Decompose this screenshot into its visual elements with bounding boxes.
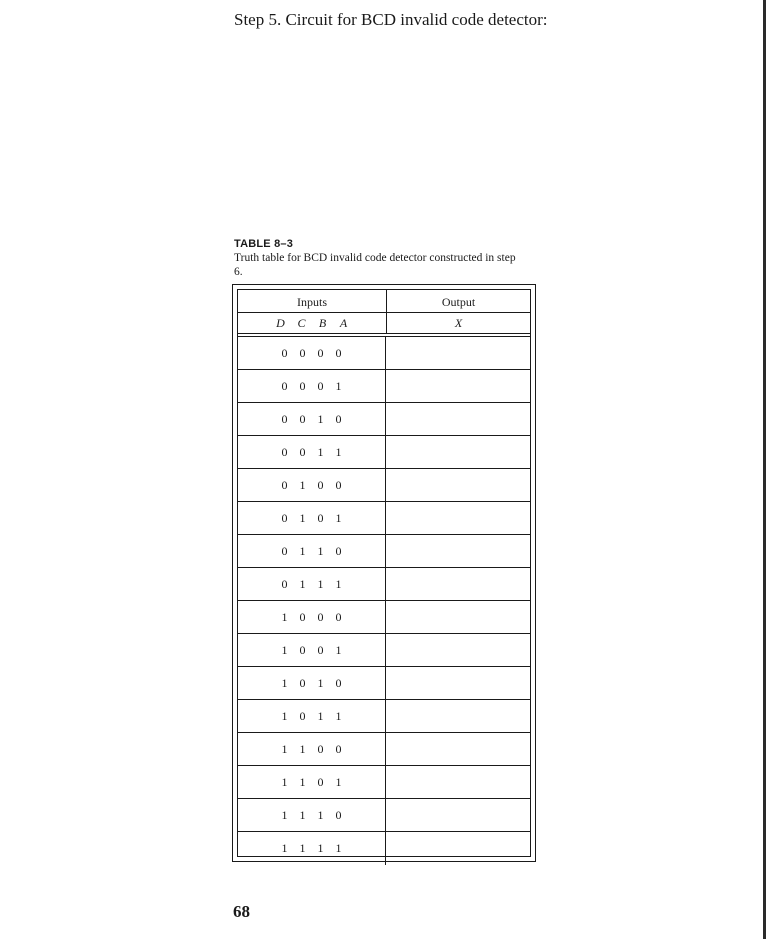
input-bit: 1 [335, 841, 342, 855]
input-bit: 1 [317, 544, 324, 558]
table-row [238, 766, 530, 799]
input-bit: 1 [335, 709, 342, 723]
table-label: TABLE 8–3 [234, 238, 294, 250]
input-bit: 0 [299, 379, 306, 393]
input-bit: 0 [335, 478, 342, 492]
input-bit: 0 [335, 676, 342, 690]
input-bit: 0 [299, 676, 306, 690]
output-cell[interactable] [387, 436, 530, 469]
input-bit: 0 [299, 610, 306, 624]
output-cell[interactable] [387, 832, 530, 865]
input-bits-cell [238, 634, 386, 667]
var-a: A [339, 316, 348, 330]
input-bits-cell [238, 700, 386, 733]
input-bit: 1 [281, 676, 288, 690]
input-bits-cell [238, 832, 386, 865]
input-bit: 0 [317, 742, 324, 756]
table-row [238, 700, 530, 733]
input-bit: 1 [317, 841, 324, 855]
input-bit: 1 [317, 412, 324, 426]
input-bit: 1 [299, 544, 306, 558]
output-cell[interactable] [387, 799, 530, 832]
output-cell[interactable] [387, 337, 530, 370]
input-bits-cell [238, 799, 386, 832]
input-bit: 1 [281, 841, 288, 855]
input-bit: 1 [299, 577, 306, 591]
input-bit: 0 [335, 610, 342, 624]
input-bit: 1 [299, 742, 306, 756]
output-cell[interactable] [387, 667, 530, 700]
input-bit: 1 [281, 610, 288, 624]
input-bit: 0 [335, 808, 342, 822]
input-bit: 0 [335, 412, 342, 426]
input-bit: 0 [335, 742, 342, 756]
table-row [238, 469, 530, 502]
input-bit: 1 [335, 643, 342, 657]
input-bit: 1 [299, 808, 306, 822]
table-row [238, 568, 530, 601]
table-row [238, 832, 530, 865]
input-bit: 1 [335, 775, 342, 789]
input-bit: 0 [335, 346, 342, 360]
input-bit: 1 [335, 445, 342, 459]
input-bit: 1 [317, 445, 324, 459]
input-bit: 0 [281, 511, 288, 525]
output-cell[interactable] [387, 634, 530, 667]
input-bits-cell [238, 436, 386, 469]
input-bit: 0 [299, 445, 306, 459]
output-cell[interactable] [387, 469, 530, 502]
output-variable-header: X [454, 316, 463, 330]
input-bits-cell [238, 568, 386, 601]
input-bit: 1 [299, 775, 306, 789]
input-bits-cell [238, 502, 386, 535]
input-bit: 1 [335, 577, 342, 591]
input-bits-cell [238, 370, 386, 403]
input-bit: 0 [281, 379, 288, 393]
truth-table-inner [237, 289, 531, 857]
inputs-header: Inputs [297, 295, 327, 309]
output-cell[interactable] [387, 766, 530, 799]
input-bit: 0 [281, 346, 288, 360]
table-row [238, 634, 530, 667]
input-bits-cell [238, 337, 386, 370]
input-bits-cell [238, 403, 386, 436]
truth-table [232, 284, 536, 862]
input-bit: 1 [281, 808, 288, 822]
output-cell[interactable] [387, 502, 530, 535]
output-cell[interactable] [387, 535, 530, 568]
input-bit: 0 [317, 610, 324, 624]
input-bit: 0 [317, 478, 324, 492]
table-row [238, 403, 530, 436]
output-cell[interactable] [387, 403, 530, 436]
input-bit: 1 [317, 709, 324, 723]
input-bit: 0 [317, 643, 324, 657]
input-bit: 1 [299, 478, 306, 492]
output-cell[interactable] [387, 601, 530, 634]
input-bit: 1 [281, 775, 288, 789]
input-bit: 1 [281, 742, 288, 756]
input-variables-header [238, 316, 386, 331]
output-header: Output [441, 295, 476, 309]
input-bit: 0 [317, 775, 324, 789]
input-bit: 0 [281, 577, 288, 591]
input-bit: 1 [299, 511, 306, 525]
input-bit: 1 [281, 709, 288, 723]
table-row [238, 502, 530, 535]
var-b: B [318, 316, 327, 330]
truth-table-rows [238, 337, 530, 865]
table-row [238, 337, 530, 370]
table-row [238, 601, 530, 634]
input-bit: 0 [281, 445, 288, 459]
output-cell[interactable] [387, 700, 530, 733]
output-cell[interactable] [387, 370, 530, 403]
header-double-rule-top [238, 333, 530, 334]
output-cell[interactable] [387, 568, 530, 601]
input-bits-cell [238, 766, 386, 799]
input-bit: 0 [299, 643, 306, 657]
table-row [238, 370, 530, 403]
table-row [238, 667, 530, 700]
input-bit: 1 [335, 379, 342, 393]
table-row [238, 535, 530, 568]
input-bit: 0 [317, 346, 324, 360]
input-bits-cell [238, 667, 386, 700]
input-bit: 0 [317, 511, 324, 525]
input-bit: 1 [317, 808, 324, 822]
page-number: 68 [233, 902, 250, 921]
input-bit: 1 [299, 841, 306, 855]
var-d: D [276, 316, 285, 330]
input-bit: 0 [299, 346, 306, 360]
var-c: C [297, 316, 306, 330]
input-bit: 0 [281, 544, 288, 558]
input-bit: 0 [317, 379, 324, 393]
input-bits-cell [238, 733, 386, 766]
output-cell[interactable] [387, 733, 530, 766]
input-bits-cell [238, 601, 386, 634]
input-bit: 0 [281, 478, 288, 492]
input-bit: 0 [299, 709, 306, 723]
input-bits-cell [238, 535, 386, 568]
input-bits-cell [238, 469, 386, 502]
table-row [238, 733, 530, 766]
input-bit: 1 [317, 577, 324, 591]
table-row [238, 799, 530, 832]
step-heading: Step 5. Circuit for BCD invalid code detector: [234, 10, 548, 29]
input-bit: 0 [299, 412, 306, 426]
input-bit: 1 [281, 643, 288, 657]
input-bit: 0 [335, 544, 342, 558]
header-rule [238, 312, 530, 313]
table-caption: Truth table for BCD invalid code detector constructed in step 6. [234, 252, 516, 278]
input-bit: 1 [317, 676, 324, 690]
input-bit: 0 [281, 412, 288, 426]
input-bit: 1 [335, 511, 342, 525]
table-row [238, 436, 530, 469]
